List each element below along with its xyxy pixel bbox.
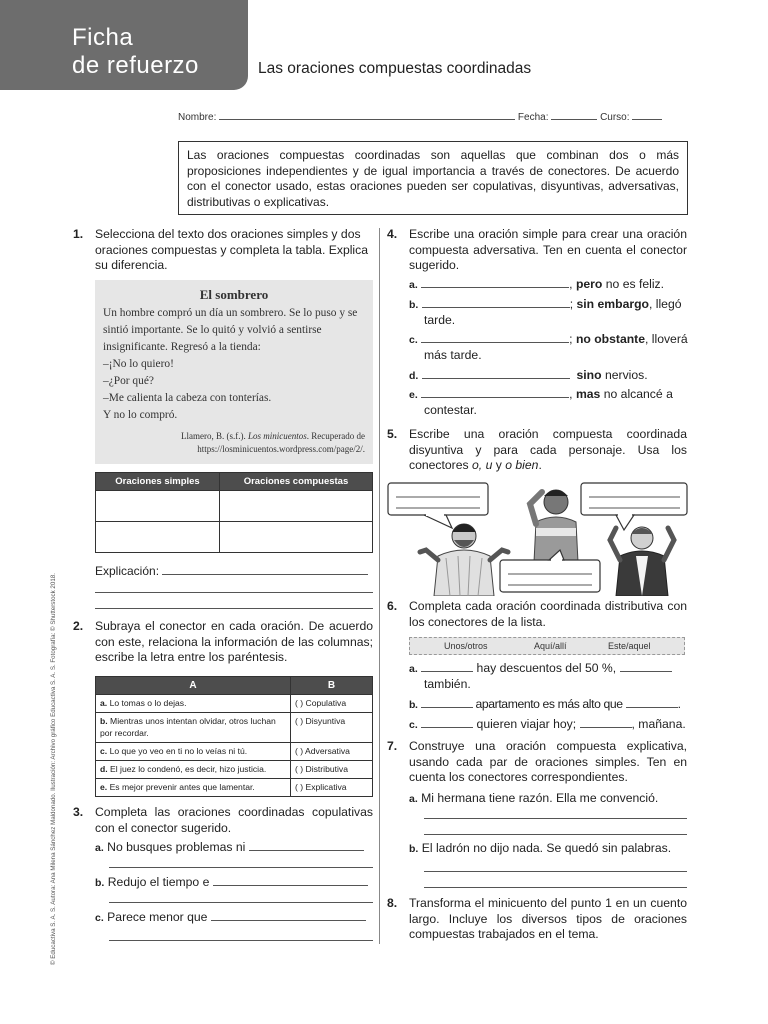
explicacion-label: Explicación: <box>95 564 160 578</box>
table-cell[interactable] <box>219 491 372 522</box>
question-4 <box>387 227 687 274</box>
fecha-label: Fecha: <box>517 112 549 123</box>
answer-line[interactable] <box>421 333 569 343</box>
answer-line[interactable] <box>95 592 373 593</box>
question-7 <box>387 739 687 786</box>
answer-line[interactable] <box>95 608 373 609</box>
q6-item-b: b. apartamento es más alto que . <box>409 697 681 711</box>
q3-item-c: c. Parece menor que <box>95 910 373 927</box>
connector-item: Aquí/allí <box>534 641 567 651</box>
col-compound: Oraciones compuestas <box>219 473 372 491</box>
question-3 <box>73 805 373 836</box>
q4-item-c: c. ; no obstante, lloverá <box>409 332 688 346</box>
matching-table: A B a. Lo tomas o lo dejas. ( ) Copulativa b. Mientras unos intentan olvidar, otros luchan por recordar. ( ) Disyuntiva c. Lo que yo veo en ti no lo veías ni tú. ( ) Adversativa d. El juez lo condenó, es decir, hizo justicia. ( ) Distributiva e. Es mejor prevenir antes que lamentar. ( ) Explicativa <box>95 676 373 797</box>
matching-option[interactable]: ( ) Adversativa <box>291 743 373 761</box>
story-line: –Me calienta la cabeza con tonterías. <box>103 392 272 404</box>
story-paragraph: Un hombre compró un día un sombrero. Se lo puso y se sintió importante. Se lo quitó y volvió a sentirse insignificante. Regresó a la tienda: <box>103 307 358 353</box>
worksheet-tab <box>0 0 248 90</box>
q6-number: 6. <box>387 599 398 613</box>
characters-illustration <box>384 480 692 596</box>
question-2 <box>73 619 373 666</box>
answer-line[interactable] <box>109 940 373 941</box>
q8-number: 8. <box>387 896 398 910</box>
student-info-row <box>178 110 662 123</box>
page-title: Las oraciones compuestas coordinadas <box>258 60 532 77</box>
q8-text: Transforma el minicuento del punto 1 en un cuento largo. Incluye los diversos tipos de oraciones compuestas trabajados en el tema. <box>409 896 687 941</box>
answer-line[interactable] <box>620 662 672 672</box>
question-8 <box>387 896 687 943</box>
answer-line[interactable] <box>213 876 368 886</box>
speech-bubble-middle[interactable] <box>500 560 600 592</box>
tab-title-line1: Ficha <box>72 24 134 51</box>
answer-line[interactable] <box>626 698 678 708</box>
tab-title-line2: de refuerzo <box>72 52 199 79</box>
q4-item-a: a. , pero no es feliz. <box>409 277 665 291</box>
answer-line[interactable] <box>580 718 632 728</box>
col-simple: Oraciones simples <box>96 473 220 491</box>
answer-line[interactable] <box>249 841 364 851</box>
q3-number: 3. <box>73 805 84 819</box>
connectors-list <box>409 637 685 655</box>
q3-item-b: b. Redujo el tiempo e <box>95 875 373 892</box>
q1-number: 1. <box>73 227 84 241</box>
q7-item-b: b. El ladrón no dijo nada. Se quedó sin palabras. <box>409 841 672 855</box>
table-cell[interactable] <box>219 522 372 553</box>
question-5: 5. Escribe una oración compuesta coordinada disyuntiva y para cada personaje. Usa los conectores o, u y o bien. <box>387 427 687 472</box>
question-6 <box>387 599 687 630</box>
q3-item-a: a. No busques problemas ni <box>95 840 373 857</box>
matching-sentence: Lo que yo veo en ti no lo veías ni tú. <box>109 746 248 756</box>
answer-line[interactable] <box>421 698 473 708</box>
question-1 <box>73 227 373 274</box>
connector-item: Este/aquel <box>608 641 651 651</box>
story-line: –¿Por qué? <box>103 375 154 387</box>
person-left <box>420 524 508 596</box>
q2-number: 2. <box>73 619 84 633</box>
q6-item-a: a. hay descuentos del 50 %, <box>409 661 693 678</box>
matching-option[interactable]: ( ) Distributiva <box>291 761 373 779</box>
column-divider <box>379 228 380 944</box>
answer-line[interactable] <box>211 911 366 921</box>
matching-sentence: Es mejor prevenir antes que lamentar. <box>109 782 255 792</box>
story-title: El sombrero <box>199 287 269 302</box>
answer-line[interactable] <box>421 662 473 672</box>
answer-line[interactable] <box>424 871 687 872</box>
speech-bubble-right[interactable] <box>581 483 687 530</box>
person-right <box>610 527 674 596</box>
connector-item: Unos/otros <box>444 641 488 651</box>
answer-line[interactable] <box>424 887 687 888</box>
answer-line[interactable] <box>421 278 569 288</box>
q7-text: Construye una oración compuesta explicativa, usando cada par de oraciones simples. Ten en cuenta los conectores correspondientes. <box>409 739 687 784</box>
matching-sentence: Lo tomas o lo dejas. <box>109 698 187 708</box>
answer-line[interactable] <box>422 369 570 379</box>
q6-item-c: c. quieren viajar hoy; , mañana. <box>409 717 686 731</box>
q4-item-b: b. ; sin embargo, llegó <box>409 297 682 311</box>
story-citation: Llamero, B. (s.f.). Los minicuentos. Recuperado de https://losminicuentos.wordpress.com/page/2/. <box>181 431 365 454</box>
answer-line[interactable] <box>421 388 569 398</box>
fecha-field[interactable] <box>551 110 597 120</box>
answer-line[interactable] <box>424 834 687 835</box>
answer-line[interactable] <box>424 818 687 819</box>
side-credit: © Educactiva S. A. S. Autora: Ana Milena Sánchez Maldonado. Ilustración: Archivo gráfico Educactiva S. A. S. Fotografía: © Shutterstock 2018. <box>50 573 57 965</box>
answer-line[interactable] <box>422 298 570 308</box>
q4-number: 4. <box>387 227 398 241</box>
col-a: A <box>96 677 291 695</box>
col-b: B <box>291 677 373 695</box>
answer-line[interactable] <box>109 902 373 903</box>
matching-sentence: El juez lo condenó, es decir, hizo justicia. <box>110 764 267 774</box>
q4-item-e-cont: contestar. <box>424 403 477 417</box>
q5-number: 5. <box>387 427 398 441</box>
answer-line[interactable] <box>162 565 368 575</box>
q2-text: Subraya el conector en cada oración. De acuerdo con este, relaciona la información de las columnas; escribe la letra entre los paréntesis. <box>95 619 373 664</box>
story-line: –¡No lo quiero! <box>103 358 174 370</box>
q7-item-a: a. Mi hermana tiene razón. Ella me convenció. <box>409 791 659 805</box>
explicacion-row <box>95 564 373 580</box>
q3-text: Completa las oraciones coordinadas copulativas con el conector sugerido. <box>95 805 373 835</box>
matching-option[interactable]: ( ) Disyuntiva <box>291 713 373 743</box>
q4-text: Escribe una oración simple para crear una oración compuesta adversativa. Ten en cuenta el conector sugerido. <box>409 227 687 272</box>
sentences-table <box>95 472 373 553</box>
person-middle <box>530 490 578 562</box>
q4-item-b-cont: tarde. <box>424 313 456 327</box>
story-line: Y no lo compró. <box>103 409 178 421</box>
table-cell[interactable] <box>96 491 220 522</box>
table-cell[interactable] <box>96 522 220 553</box>
q6-item-a-cont: también. <box>424 677 471 691</box>
q4-item-d: d. sino nervios. <box>409 368 648 382</box>
matching-option[interactable]: ( ) Explicativa <box>291 779 373 797</box>
nombre-field[interactable] <box>219 110 515 120</box>
q6-text: Completa cada oración coordinada distributiva con los conectores de la lista. <box>409 599 687 629</box>
matching-sentence: Mientras unos intentan olvidar, otros luchan por recordar. <box>100 716 276 738</box>
answer-line[interactable] <box>421 718 473 728</box>
curso-field[interactable] <box>632 110 662 120</box>
story-box <box>95 280 373 464</box>
q7-number: 7. <box>387 739 398 753</box>
nombre-label: Nombre: <box>178 112 217 123</box>
q4-item-e: e. , mas no alcancé a <box>409 387 673 401</box>
intro-box: Las oraciones compuestas coordinadas son aquellas que combinan dos o más proposiciones independientes y de igual importancia a través de conectores. De acuerdo con el conector usado, estas oraciones pueden ser copulativas, disyuntivas, adversativas, distributivas o explicativas. <box>178 141 688 215</box>
curso-label: Curso: <box>600 112 630 123</box>
q1-text: Selecciona del texto dos oraciones simples y dos oraciones compuestas y completa la tabla. Explica su diferencia. <box>95 227 369 272</box>
speech-bubble-left[interactable] <box>388 483 488 528</box>
q4-item-c-cont: más tarde. <box>424 348 482 362</box>
matching-option[interactable]: ( ) Copulativa <box>291 695 373 713</box>
answer-line[interactable] <box>109 867 373 868</box>
